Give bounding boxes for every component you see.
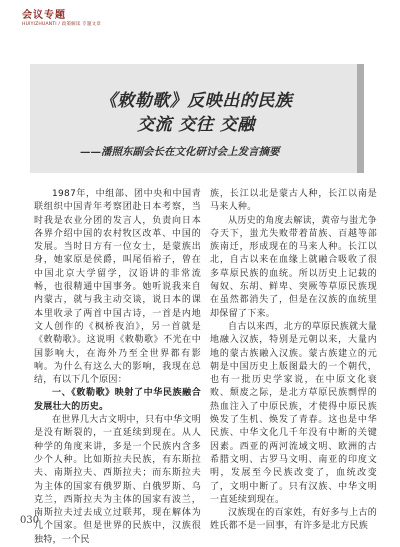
- article-title-line-2: 交流 交往 交融: [137, 115, 255, 135]
- paragraph: 从历史的角度去解读，黄帝与蚩尤争夺天下，蚩尤失败带着苗族、百越等部族南迁，形成现在的马来人种。长江以北，自古以来在血缘上就融合吸收了很多草原民族的血统。所以历史上记载的匈奴、东胡、鲜卑、突厥等草原民族现在虽然都消失了，但是在汉族的血统里却保留了下来。: [210, 215, 377, 319]
- paragraph: 族，长江以北是蒙古人种，长江以南是马来人种。: [210, 189, 377, 213]
- page-number: 030: [20, 515, 40, 526]
- paragraph: 在世界几大古文明中，只有中华文明是没有断裂的，一直延续到现在。从人种学的角度来讲，多是一个民族内含多少个人种。比如斯拉夫民族，有东斯拉夫、南斯拉夫、西斯拉夫；而东斯拉夫为主体的国家有俄罗斯、白俄罗斯、乌克兰，西斯拉夫为主体的国家有波兰，南斯拉夫过去成立过联邦，现在解体为几个国家。但是世界的民族中，汉族很独特，一个民: [34, 415, 201, 545]
- paragraph: 1987年，中组部、团中央和中国青联组织中国青年考察团赴日本考察，当时我是农业分团的发言人，负责向日本各界介绍中国的农村牧区改革、中国的发展。当时日方有一位女士，是蒙族出身，她家原是侯爵，叫尾佰裕子，曾在中国北京大学留学，汉语讲的非常流畅，也很精通中国事务。她听说我来自内蒙古，就与我主动交谈，说日本的课本里收录了两首中国古诗，一首是内地文人创作的《枫桥夜泊》，另一首就是《敕勒歌》。这说明《敕勒歌》不光在中国影响大，在海外乃至全世界都有影响。为什么有这么大的影响，我现在总结，有以下几个原因：: [34, 189, 201, 386]
- section-heading: 一、《敕勒歌》映射了中华民族融合发展壮大的历史。: [34, 388, 201, 412]
- paragraph: 自古以来西，北方的草原民族就大量地融入汉族，特别是元朝以来，大量内地的蒙古族融入汉族。蒙古族建立的元朝是中国历史上版图最大的一个朝代，也有一批历史学家说，在中原文化衰败、颓废之际，是北方草原民族剽悍的热血注入了中原民族，才使得中原民族焕发了生机、焕发了青春。这也是中华民族、中华文化几千年没有中断的关键因素。西亚的两河流域文明、欧洲的古希腊文明、古罗马文明、南亚的印度文明，发展至今民族改变了，血统改变了，文明中断了。只有汉族、中华文明一直延续到现在。: [210, 321, 377, 505]
- article-title-line-1: 《敕勒歌》反映出的民族: [99, 91, 293, 111]
- header-subtitle: HUIYIZHUANTI / 政策解读 专题文章: [22, 22, 101, 27]
- right-column: [210, 188, 377, 534]
- paragraph: 汉族现在的百家姓，有好多与上古的姓氏都不是一回事，有许多是北方民族: [210, 508, 377, 532]
- left-column: [34, 188, 201, 547]
- header-title: 会议专题: [22, 10, 66, 21]
- article-subtitle: ——潘照东副会长在文化研讨会上发言摘要: [80, 146, 280, 158]
